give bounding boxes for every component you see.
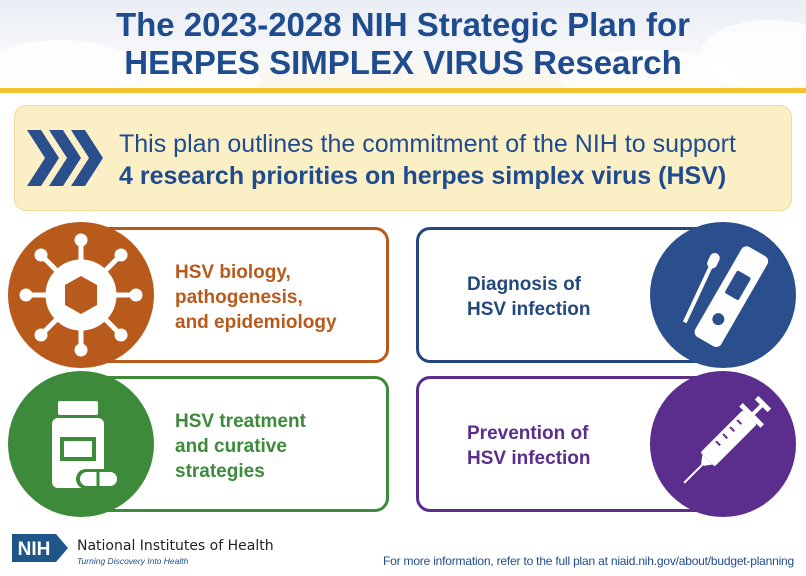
priority-label <box>175 260 337 335</box>
priority-label <box>467 272 591 322</box>
test-kit-icon <box>650 222 796 368</box>
priority-label-line: strategies <box>175 461 265 482</box>
header-banner <box>0 0 806 88</box>
priority-icon-circle <box>8 222 154 368</box>
triple-chevron-right-icon <box>27 130 107 186</box>
priority-label-line: HSV infection <box>467 448 591 469</box>
priority-icon-circle <box>650 222 796 368</box>
footer <box>0 520 806 576</box>
page-title-line-1: The 2023-2028 NIH Strategic Plan for <box>115 6 691 43</box>
nih-logo-icon <box>12 528 72 568</box>
divider <box>0 88 806 93</box>
priority-icon-circle <box>8 371 154 517</box>
priority-label-line: and epidemiology <box>175 312 337 333</box>
priority-label-line: Diagnosis of <box>467 274 582 295</box>
priority-label-line: Prevention of <box>467 423 589 444</box>
virus-icon <box>8 222 154 368</box>
intro-text <box>119 128 779 192</box>
priority-label <box>175 409 306 484</box>
intro-line-2: 4 research priorities on herpes simplex virus (HSV) <box>119 162 727 190</box>
intro-line-1: This plan outlines the commitment of the NIH to support <box>119 130 736 158</box>
intro-banner <box>14 105 792 211</box>
nih-logo-text: NIH <box>17 539 51 560</box>
pill-bottle-icon <box>8 371 154 517</box>
priority-icon-circle <box>650 371 796 517</box>
org-name: National Institutes of Health <box>77 538 274 554</box>
page-title-line-2: HERPES SIMPLEX VIRUS Research <box>124 44 682 81</box>
priority-label-line: pathogenesis, <box>175 287 303 308</box>
org-tagline: Turning Discovery Into Health <box>77 556 189 566</box>
priority-label-line: HSV biology, <box>175 262 291 283</box>
priority-label-line: and curative <box>175 436 287 457</box>
priority-label <box>467 421 591 471</box>
more-info-link[interactable]: For more information, refer to the full plan at niaid.nih.gov/about/budget-planning <box>383 554 794 568</box>
syringe-icon <box>650 371 796 517</box>
priority-label-line: HSV treatment <box>175 411 306 432</box>
priority-label-line: HSV infection <box>467 299 591 320</box>
